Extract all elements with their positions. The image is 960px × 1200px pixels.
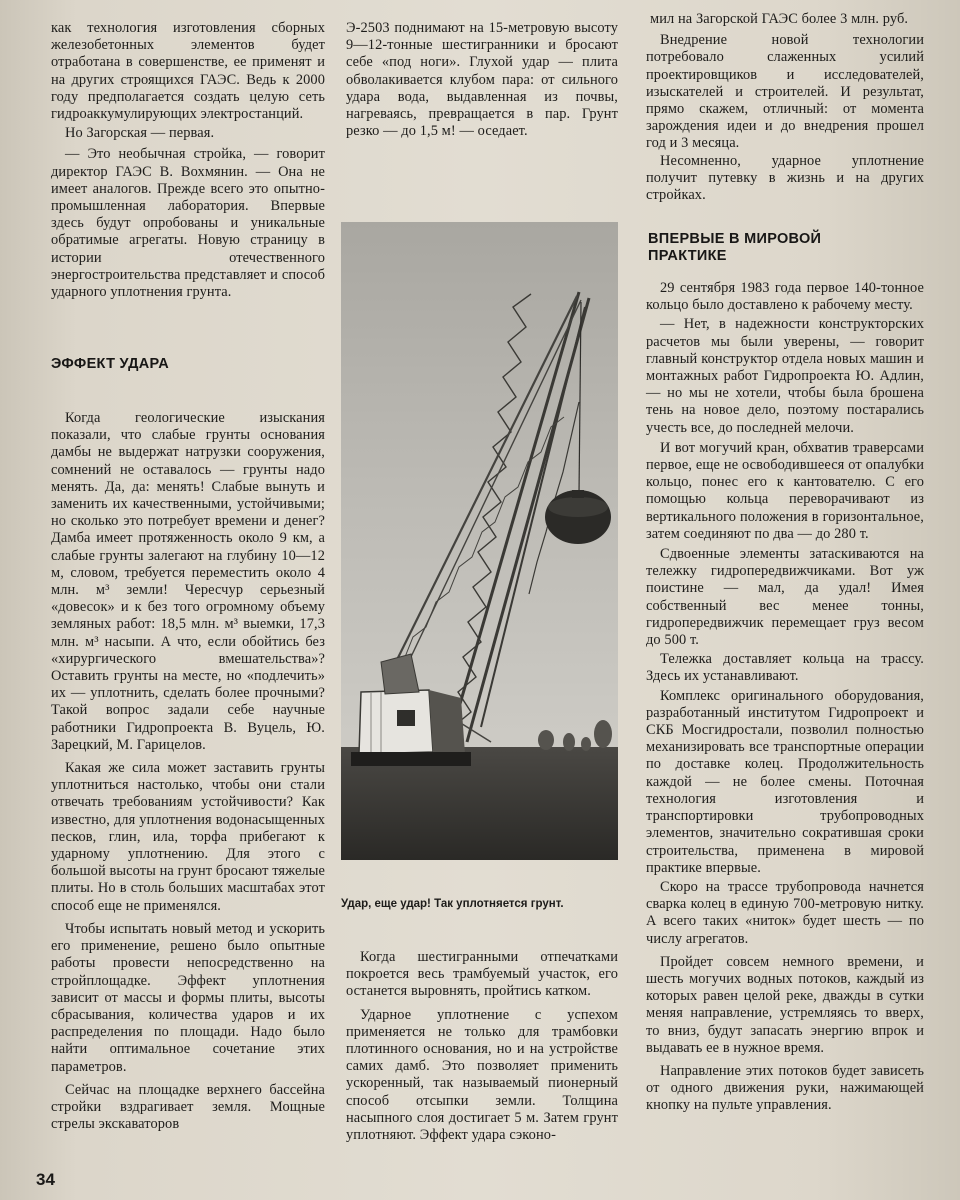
paragraph: Тележка доставляет кольца на трассу. Здесь их устанавливают. [646, 651, 924, 685]
paragraph: Внедрение новой технологии потребовало слаженных усилий проектировщиков и исследователей, изыскателей и строителей. И результат, прямо скажем, отличный: от момента зарождения идеи и до внедрения прошел год и 3 месяца. [646, 32, 924, 152]
paragraph: Но Загорская — первая. [65, 125, 215, 142]
paragraph: Пройдет совсем немного времени, и шесть могучих водных потоков, каждый из которых равен целой реке, дважды в сутки меняя направление, устремляясь то вверх, то вниз, будут запасать энергию впрок и выдавать ее в нужное время. [646, 953, 924, 1056]
paragraph: Сейчас на площадке верхнего бассейна стройки вздрагивает земля. Мощные стрелы экскаваторов [51, 1081, 325, 1133]
paragraph: Э-2503 поднимают на 15-метровую высоту 9—12-тонные шестигранники и бросают себе «под ноги». Глухой удар — плита обволакивается клубом пара: от сильного удара вода, выдавленная из почвы, нагреваясь, превращается в пар. Грунт резко — до 1,5 м! — оседает. [346, 20, 618, 140]
paragraph: Чтобы испытать новый метод и ускорить его применение, решено было опытные работы провести непосредственно на стройплощадке. Эффект уплотнения зависит от массы и формы плиты, высоты сбрасывания, количества ударов и их распределения по площади. Надо было найти оптимальное сочетание этих параметров. [51, 920, 325, 1075]
page-number: 34 [36, 1170, 55, 1189]
paragraph: И вот могучий кран, обхватив траверсами первое, еще не освободившееся от опалубки кольцо, понес его к кантователю. С его помощью кольца переворачивают из вертикального положения в горизонтальное, затем соединяют по два — до 280 т. [646, 439, 924, 542]
paragraph: Скоро на трассе трубопровода начнется сварка колец в единую 700-метровую нитку. А всего таких «ниток» будет шесть — по числу агрегатов. [646, 878, 924, 947]
paragraph: Когда шестигранными отпечатками покроется весь трамбуемый участок, его останется выровнять, пройтись катком. [346, 949, 618, 1000]
paragraph: Направление этих потоков будет зависеть от одного движения руки, нажимающей кнопку на пульте управления. [646, 1062, 924, 1114]
paragraph: — Нет, в надежности конструкторских расчетов мы были уверены, — говорит главный конструктор отдела новых машин и монтажных работ Гидропроекта Ю. Адлин, — но мы не хотели, чтобы была брошена тень на новое дело, поэтому постарались учесть все, до последней мелочи. [646, 316, 924, 436]
paragraph: Ударное уплотнение с успехом применяется не только для трамбовки плотинного основания, но и на устройстве самих дамб. Это позволяет применить ускоренный, так называемый пионерный способ отсыпки земли. Толщина насыпного слоя достигает 5 м. Затем грунт уплотняют. Эффект удара сэконо- [346, 1006, 618, 1144]
paragraph: 29 сентября 1983 года первое 140-тонное кольцо было доставлено к рабочему месту. [646, 280, 924, 314]
left-column-lower [51, 410, 325, 1133]
right-column-lower [646, 280, 924, 1115]
paragraph: Какая же сила может заставить грунты уплотниться настолько, чтобы они стали отвечать требованиям устойчивости? Как известно, для уплотнения водонасыщенных песков, глин, ила, торфа прибегают к ударному уплотнению. Для этого с большой высоты на грунт бросают тяжелые плиты. Но в столь больших масштабах этот способ еще не применялся. [51, 760, 325, 914]
crane-photo [341, 222, 618, 860]
paragraph: Несомненно, ударное уплотнение получит путевку в жизнь и на других стройках. [646, 152, 924, 204]
right-column-top [646, 11, 924, 204]
paragraph: Когда геологические изыскания показали, что слабые грунты основания дамбы не выдержат натрузки сооружения, сомнений не оставалось — грунты надо менять. Да, да: менять! Слабые вынуть и заменить их качественными, устойчивыми; но сколько это потребует времени и денег? Дамба имеет протяженность около 9 км, а слабые грунты залегают на глубину 10—12 м, словом, требуется переместить около 4 млн. м³ земли! Чересчур серьезный «довесок» и к без того огромному объему земляных работ: 18,5 млн. м³ выемки, 17,3 млн. м³ насыпи. А что, если обойтись без «хирургического вмешательства»? Оставить грунты на месте, но «подлечить» их — уплотнить, сделать более прочными? Такой вопрос задали себе научные работники Гидропроекта В. Вуцель, Ю. Зарецкий, М. Гарицелов. [51, 410, 325, 753]
paragraph: Комплекс оригинального оборудования, разработанный институтом Гидропроект и СКБ Мосгидростали, позволил полностью механизировать все транспортные операции по доставке колец. Продолжительность каждой — не более смены. Поточная технология изготовления и транспортировки трубопроводных элементов, значительно сократившая сроки строительства, применена в мировой практике впервые. [646, 687, 924, 876]
paragraph: мил на Загорской ГАЭС более 3 млн. руб. [650, 11, 909, 27]
section-heading-impact-effect: ЭФФЕКТ УДАРА [51, 356, 170, 372]
section-heading-world-first: ВПЕРВЫЕ В МИРОВОЙ ПРАКТИКЕ [648, 231, 822, 264]
left-column [51, 20, 325, 301]
photo-caption: Удар, еще удар! Так уплотняется грунт. [341, 898, 564, 910]
middle-column-top [346, 20, 618, 140]
paragraph: Сдвоенные элементы затаскиваются на тележку гидропередвижчиками. Вот уж поистине — мал, да удал! Имея собственный вес менее тонны, гидропередвижчик перемещает груз весом до 500 т. [646, 546, 924, 649]
paragraph: — Это необычная стройка, — говорит директор ГАЭС В. Вохмянин. — Она не имеет аналогов. Прежде всего это опытно-промышленная лаборатория. Впервые здесь будут опробованы и уникальные обратимые агрегаты. Новую страницу в истории отечественного энергостроительства представляет и способ ударного уплотнения грунта. [51, 146, 325, 301]
middle-column-bottom [346, 949, 618, 1144]
paragraph: как технология изготовления сборных железобетонных элементов будет отработана в совершенстве, ее применят и на других строящихся ГАЭС. Ведь к 2000 году предполагается создать целую сеть гидроаккумулирующих электростанций. [51, 20, 325, 123]
